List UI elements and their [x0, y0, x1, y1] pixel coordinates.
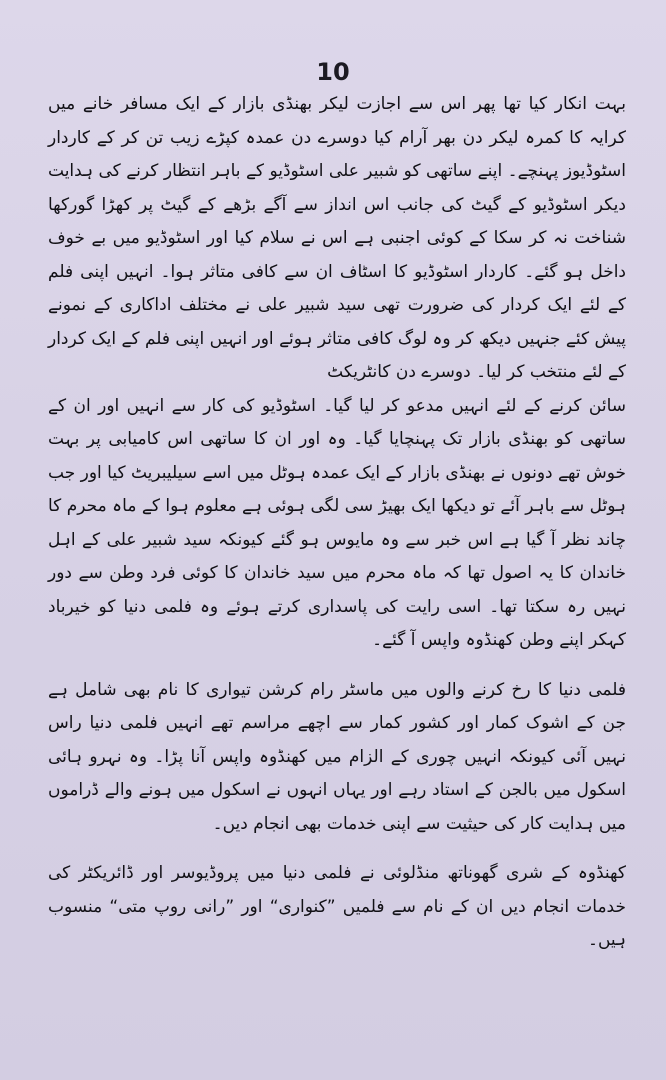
paragraph-2: سائن کرنے کے لئے انہیں مدعو کر لیا گیا۔ اسٹوڈیو کی کار سے انہیں اور ان کے ساتھی کو بھنڈی بازار تک پہنچایا گیا۔ وہ اور ان کا ساتھی اس کامیابی پر بہت خوش تھے دونوں نے بھنڈی بازار کے ایک عمدہ ہوٹل میں اسے سیلیبریٹ کیا اور جب ہوٹل سے باہر آئے تو دیکھا ایک بھیڑ سی لگی ہوئی ہے معلوم ہوا کے ماہ محرم کا چاند نظر آ گیا ہے اس خبر سے وہ مایوس ہو گئے کیونکہ سید شبیر علی کے اہل خاندان کا یہ اصول تھا کہ ماہ محرم میں سید خاندان کا کوئی فرد وطن سے دور نہیں رہ سکتا تھا۔ اسی رایت کی پاسداری کرتے ہوئے وہ فلمی دنیا کو خیرباد کہکر اپنے وطن کھنڈوہ واپس آ گئے۔: [48, 395, 626, 650]
page-body-text: [48, 88, 626, 958]
paragraph-1: بہت انکار کیا تھا پھر اس سے اجازت لیکر بھنڈی بازار کے ایک مسافر خانے میں کرایہ کا کمرہ لیکر دن بھر آرام کیا دوسرے دن عمدہ کپڑے زیب تن کر کے کاردار اسٹوڈیوز پہنچے۔ اپنے ساتھی کو شبیر علی اسٹوڈیو کے باہر انتظار کرنے کی ہدایت دیکر اسٹوڈیو کے گیٹ کی جانب اس انداز سے آگے بڑھے کے گیٹ پر کھڑا گورکھا شناخت نہ کر سکا کے کوئی اجنبی ہے اس نے سلام کیا اور اسٹوڈیو میں بے خوف داخل ہو گئے۔ کاردار اسٹوڈیو کا اسٹاف ان سے کافی متاثر ہوا۔ انہیں اپنی فلم کے لئے ایک کردار کی ضرورت تھی سید شبیر علی نے مختلف اداکاری کے نمونے پیش کئے جنہیں دیکھ کر وہ لوگ کافی متاثر ہوئے اور انہیں اپنی فلم کے ایک کردار کے لئے منتخب کر لیا۔ دوسرے دن کانٹریکٹ: [48, 94, 626, 382]
paragraph-3: فلمی دنیا کا رخ کرنے والوں میں ماسٹر رام کرشن تیواری کا نام بھی شامل ہے جن کے اشوک کمار اور کشور کمار سے اچھے مراسم تھے انہیں فلمی دنیا راس نہیں آئی کیونکہ انہیں چوری کے الزام میں کھنڈوہ واپس آنا پڑا۔ وہ نہرو ہائی اسکول میں بالجن کے استاد رہے اور یہاں انہوں نے اسکول میں ہونے والے ڈراموں میں ہدایت کار کی حیثیت سے اپنی خدمات بھی انجام دیں۔: [48, 679, 626, 834]
page-number: 10: [316, 58, 350, 86]
paragraph-4: کھنڈوہ کے شری گھوناتھ منڈلوئی نے فلمی دنیا میں پروڈیوسر اور ڈائریکٹر کی خدمات انجام دیں ان کے نام سے فلمیں ”کنواری“ اور ”رانی روپ متی“ منسوب ہیں۔: [48, 863, 626, 950]
